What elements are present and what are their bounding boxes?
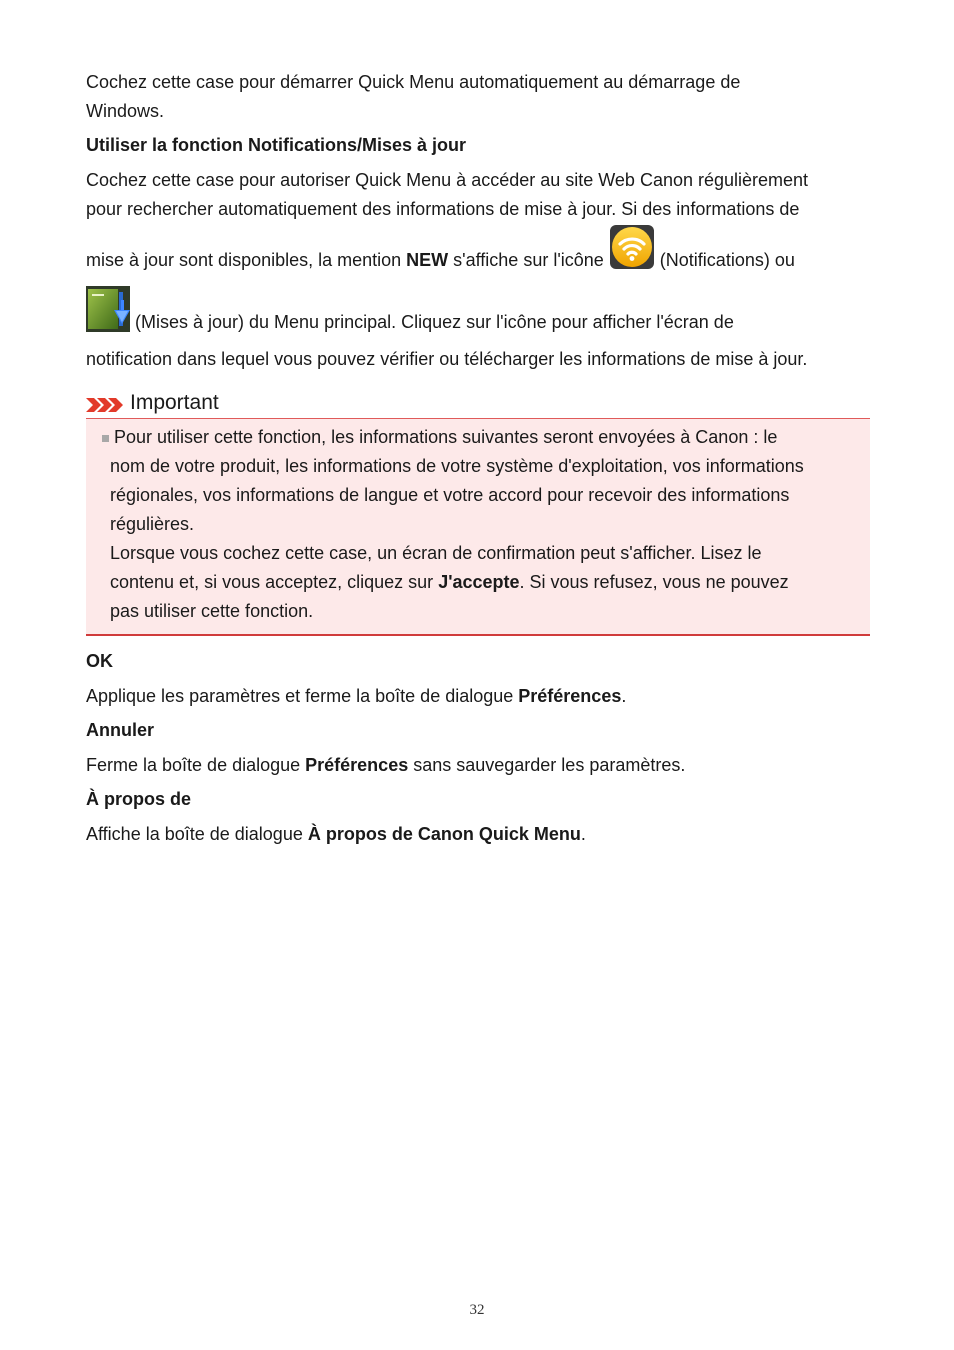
cancel-preferences-label: Préférences bbox=[305, 755, 409, 775]
about-text-b: . bbox=[580, 824, 586, 844]
notifications-description bbox=[86, 166, 870, 374]
notif-line-2: pour rechercher automatiquement des informations de mise à jour. Si des informations de bbox=[86, 199, 800, 219]
about-heading: À propos de bbox=[86, 789, 192, 809]
ok-heading: OK bbox=[86, 651, 113, 671]
note-line-2a: contenu et, si vous acceptez, cliquez sur bbox=[110, 572, 439, 592]
ok-text-a: Applique les paramètres et ferme la boîte de dialogue bbox=[86, 686, 519, 706]
cancel-heading: Annuler bbox=[86, 720, 155, 740]
intro-paragraph: Cochez cette case pour démarrer Quick Menu automatiquement au démarrage de Windows. bbox=[86, 72, 741, 121]
page-content bbox=[86, 68, 870, 849]
cancel-description bbox=[86, 751, 870, 780]
page-number: 32 bbox=[469, 1302, 485, 1318]
ok-description bbox=[86, 682, 870, 711]
important-box bbox=[86, 418, 870, 636]
bullet-square-icon bbox=[102, 435, 109, 442]
important-note-line-1: Lorsque vous cochez cette case, un écran de confirmation peut s'afficher. Lisez le bbox=[110, 543, 762, 563]
important-bullet-line-4: régulières. bbox=[110, 514, 195, 534]
about-description bbox=[86, 820, 870, 849]
about-text-a: Affiche la boîte de dialogue bbox=[86, 824, 308, 844]
important-note-line-3: pas utiliser cette fonction. bbox=[110, 601, 314, 621]
important-bullet-line-3: régionales, vos informations de langue et votre accord pour recevoir des informations bbox=[110, 485, 790, 505]
notif-line-4 bbox=[86, 286, 870, 349]
notif-line-3a: mise à jour sont disponibles, la mention bbox=[86, 250, 407, 270]
notif-line-1: Cochez cette case pour autoriser Quick Menu à accéder au site Web Canon régulièrement bbox=[86, 170, 809, 190]
notif-line-3 bbox=[86, 224, 870, 290]
notifications-wifi-icon bbox=[609, 224, 655, 290]
important-title-row bbox=[86, 388, 870, 418]
notif-line-4a: (Mises à jour) du Menu principal. Cliquez sur l'icône pour afficher l'écran de bbox=[130, 312, 734, 332]
important-bullet-line-1 bbox=[110, 423, 852, 452]
updates-download-icon bbox=[86, 286, 130, 349]
important-section bbox=[86, 388, 870, 636]
accept-label: J'accepte bbox=[438, 572, 520, 592]
important-title: Important bbox=[130, 391, 219, 414]
new-label: NEW bbox=[406, 250, 449, 270]
about-dialog-label: À propos de Canon Quick Menu bbox=[307, 824, 581, 844]
important-note-line-2 bbox=[110, 568, 852, 597]
important-chevrons-icon bbox=[86, 395, 124, 411]
notif-line-5: notification dans lequel vous pouvez vérifier ou télécharger les informations de mise à jour. bbox=[86, 349, 808, 369]
notifications-heading: Utiliser la fonction Notifications/Mises à jour bbox=[86, 135, 467, 155]
ok-text-b: . bbox=[621, 686, 627, 706]
notif-line-3c: (Notifications) ou bbox=[654, 250, 795, 270]
ok-preferences-label: Préférences bbox=[518, 686, 622, 706]
notif-line-3b: s'affiche sur l'icône bbox=[448, 250, 609, 270]
note-line-2b: . Si vous refusez, vous ne pouvez bbox=[519, 572, 789, 592]
cancel-text-a: Ferme la boîte de dialogue bbox=[86, 755, 306, 775]
cancel-text-b: sans sauvegarder les paramètres. bbox=[408, 755, 686, 775]
important-bullet-line-2: nom de votre produit, les informations de votre système d'exploitation, vos informations bbox=[110, 456, 804, 476]
bullet-line-1-text: Pour utiliser cette fonction, les informations suivantes seront envoyées à Canon : le bbox=[114, 427, 778, 447]
